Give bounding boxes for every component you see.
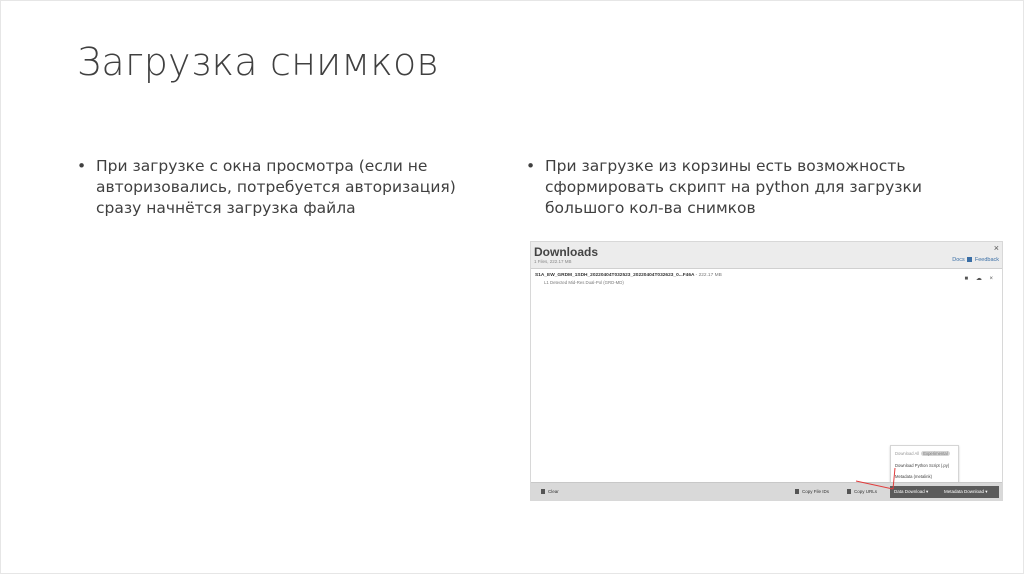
downloads-title: Downloads xyxy=(534,245,599,259)
feedback-link[interactable]: Feedback xyxy=(974,257,999,263)
bullet-marker: • xyxy=(77,157,87,175)
annotation-arrow xyxy=(531,242,1002,500)
bullet-marker: • xyxy=(526,157,536,175)
file-action-icons[interactable]: ■ ☁ × xyxy=(964,276,996,282)
bullet-left-text: При загрузке с окна просмотра (если не авторизовались, потребуется авторизация) сразу начнётся загрузка файла xyxy=(96,157,456,217)
file-description: L1 Detected Mid-Res Dual-Pol (GRD-MD) xyxy=(544,280,624,285)
slide-title: Загрузка снимков xyxy=(77,40,439,84)
downloads-screenshot xyxy=(530,241,1003,501)
file-size: - 222.17 MB xyxy=(695,273,722,278)
copy-ids-label: Copy File IDs xyxy=(802,489,830,494)
close-icon[interactable]: × xyxy=(993,243,999,253)
file-name: S1A_EW_GRDM_1SDH_20220404T032523_20220404T032623_0...F46A xyxy=(535,273,695,278)
docs-link[interactable]: Docs xyxy=(952,257,965,263)
data-download-button[interactable]: Data Download ▾ xyxy=(890,486,940,498)
menu-item-label: Download All xyxy=(895,451,920,456)
bullet-right xyxy=(526,156,935,219)
bullet-right-text: При загрузке из корзины есть возможность сформировать скрипт на python для загрузки большого кол-ва снимков xyxy=(545,157,922,217)
metadata-download-button[interactable]: Metadata Download ▾ xyxy=(940,486,999,498)
menu-item-python-script[interactable]: Download Python Script (.py) xyxy=(895,463,950,468)
downloads-subtitle: 1 Files, 222.17 MB xyxy=(534,259,572,264)
menu-item-metalink[interactable]: Metadata (metalink) xyxy=(895,474,933,479)
bullet-left xyxy=(77,156,486,219)
copy-urls-label: Copy URLs xyxy=(854,489,878,494)
clear-label: Clear xyxy=(548,489,559,494)
experimental-badge: Experimental xyxy=(923,451,948,456)
